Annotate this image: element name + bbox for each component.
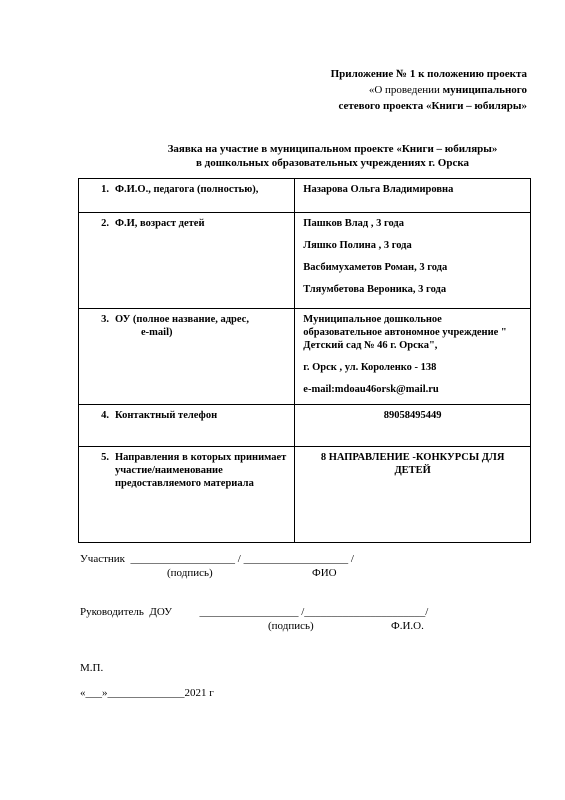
date-line: «___»______________2021 г: [80, 687, 214, 699]
child-entry: Пашков Влад , 3 года: [303, 218, 404, 229]
child-entry: Васбимухаметов Роман, 3 года: [303, 262, 448, 273]
institution-email: e-mail:mdoau46orsk@mail.ru: [303, 384, 439, 395]
row-label-cell: [79, 213, 295, 309]
appendix-header: [331, 66, 527, 114]
row-number: 2.: [101, 218, 109, 229]
table-row: [79, 213, 531, 309]
row-label: Ф.И, возраст детей: [115, 218, 205, 229]
row-value-cell: [295, 447, 531, 543]
appendix-line-2b: муниципального: [442, 84, 527, 96]
title-line-2: в дошкольных образовательных учреждениях г. Орска: [195, 157, 470, 169]
child-entry: Тляумбетова Вероника, 3 года: [303, 284, 447, 295]
head-signature-line: Руководитель ДОУ __________________ /______________________/: [80, 606, 429, 618]
row-value-cell: [295, 309, 531, 405]
direction-value: 8 НАПРАВЛЕНИЕ -КОНКУРСЫ ДЛЯ ДЕТЕЙ: [320, 452, 505, 476]
contact-phone: 89058495449: [383, 410, 442, 421]
participant-signature-caption: (подпись): [167, 567, 213, 579]
row-label-continued: e-mail): [141, 327, 173, 338]
head-signature-caption: (подпись): [268, 620, 314, 632]
appendix-line-2a: «О проведении: [368, 84, 443, 96]
appendix-line-1: Приложение № 1 к положению проекта: [330, 68, 527, 80]
row-label: Контактный телефон: [115, 410, 218, 421]
row-label-cell: [79, 179, 295, 213]
row-number: 1.: [101, 184, 109, 195]
appendix-line-2: [331, 82, 527, 98]
institution-name: Муниципальное дошкольное образовательное автономное учреждение " Детский сад № 46 г. Орска",: [303, 314, 507, 351]
appendix-line-3: сетевого проекта «Книги – юбиляры»: [338, 100, 527, 112]
head-name-caption: Ф.И.О.: [391, 620, 424, 632]
row-label: ОУ (полное название, адрес,: [115, 314, 249, 325]
row-value: Назарова Ольга Владимировна: [303, 184, 454, 195]
row-number: 5.: [101, 452, 109, 463]
row-value-cell: [295, 405, 531, 447]
row-label-cell: [79, 309, 295, 405]
table-row: [79, 447, 531, 543]
row-value-cell: [295, 179, 531, 213]
row-label: Ф.И.О., педагога (полностью),: [115, 184, 259, 195]
table-row: [79, 405, 531, 447]
title-line-1: Заявка на участие в муниципальном проекте «Книги – юбиляры»: [167, 143, 498, 155]
row-label-cell: [79, 447, 295, 543]
row-number: 3.: [101, 314, 109, 325]
institution-address: г. Орск , ул. Короленко - 138: [303, 362, 437, 373]
application-title: [0, 142, 565, 170]
row-label: Направления в которых принимает участие/наименование предоставляемого материала: [115, 452, 287, 489]
table-row: [79, 179, 531, 213]
row-value-cell: [295, 213, 531, 309]
row-number: 4.: [101, 410, 109, 421]
participant-signature-line: Участник ___________________ / ___________________ /: [80, 553, 354, 565]
child-entry: Ляшко Полина , 3 года: [303, 240, 412, 251]
table-row: [79, 309, 531, 405]
participant-name-caption: ФИО: [312, 567, 337, 579]
application-table: [78, 178, 531, 543]
stamp-place: М.П.: [80, 662, 104, 674]
row-label-cell: [79, 405, 295, 447]
